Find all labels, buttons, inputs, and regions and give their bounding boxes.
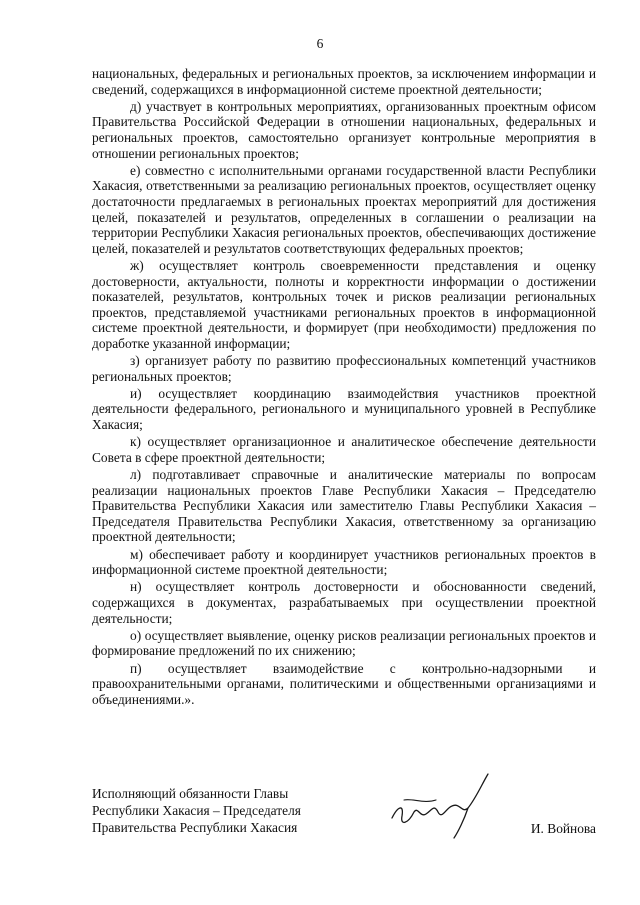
paragraph-p: п) осуществляет взаимодействие с контрольно-надзорными и правоохранительными органами, политическими и общественными организациями и объединениями.». <box>92 660 596 707</box>
paragraph-n: н) осуществляет контроль достоверности и обоснованности сведений, содержащихся в документах, разрабатываемых при осуществлении проектной деятельности; <box>92 579 596 626</box>
signatory-name: И. Войнова <box>530 821 596 836</box>
page-number: 6 <box>316 36 324 51</box>
paragraph-e: е) совместно с исполнительными органами государственной власти Республики Хакасия, ответственными за реализацию региональных проектов, осуществляет оценку достаточности предлагаемых в региональных проектах мероприятий для достижения целей, показателей и результатов, определенных в соглашении о реализации на территории Республики Хакасия региональных проектов, обеспечивающих достижение целей, показателей и результатов соответствующих федеральных проектов; <box>92 162 596 256</box>
paragraph-o: о) осуществляет выявление, оценку рисков реализации региональных проектов и формирование предложений по их снижению; <box>92 627 596 659</box>
paragraph-m: м) обеспечивает работу и координирует участников региональных проектов в информационной системе проектной деятельности; <box>92 546 596 578</box>
signatory-title-line: Правительства Республики Хакасия <box>92 820 298 835</box>
signatory-title <box>92 785 301 836</box>
signatory-title-line: Исполняющий обязанности Главы <box>92 786 289 801</box>
signatory-title-line: Республики Хакасия – Председателя <box>92 803 301 818</box>
paragraph-z: з) организует работу по развитию профессиональных компетенций участников региональных проектов; <box>92 353 596 384</box>
paragraph-k: к) осуществляет организационное и аналитическое обеспечение деятельности Совета в сфере проектной деятельности; <box>92 434 596 465</box>
paragraph-i: и) осуществляет координацию взаимодействия участников проектной деятельности федерального, регионального и муниципального уровней в Республике Хакасия; <box>92 385 596 433</box>
signature-block <box>92 785 596 845</box>
paragraph-l: л) подготавливает справочные и аналитические материалы по вопросам реализации национальных проектов Главе Республики Хакасия – Председателю Правительства Республики Хакасия или заместителю Главы Республики Хакасия – Председателя Правительства Республики Хакасия, ответственному за организацию проектной деятельности; <box>92 467 596 545</box>
paragraph-continuation: национальных, федеральных и региональных проектов, за исключением информации и сведений, содержащихся в информационной системе проектной деятельности; <box>92 66 596 97</box>
paragraph-zh: ж) осуществляет контроль своевременности представления и оценку достоверности, актуальности, полноты и корректности информации о достижении показателей, результатов, контрольных точек и рисков реализации региональных проектов, представляемой участниками региональных проектов в информационной системе проектной деятельности, и формирует (при необходимости) предложения по доработке указанной информации; <box>92 257 596 351</box>
paragraph-d: д) участвует в контрольных мероприятиях, организованных проектным офисом Правительства Российской Федерации в отношении национальных, федеральных и региональных проектов, самостоятельно организует контрольные мероприятия в отношении региональных проектов; <box>92 98 596 161</box>
document-body <box>92 66 596 709</box>
handwritten-signature <box>384 770 504 840</box>
